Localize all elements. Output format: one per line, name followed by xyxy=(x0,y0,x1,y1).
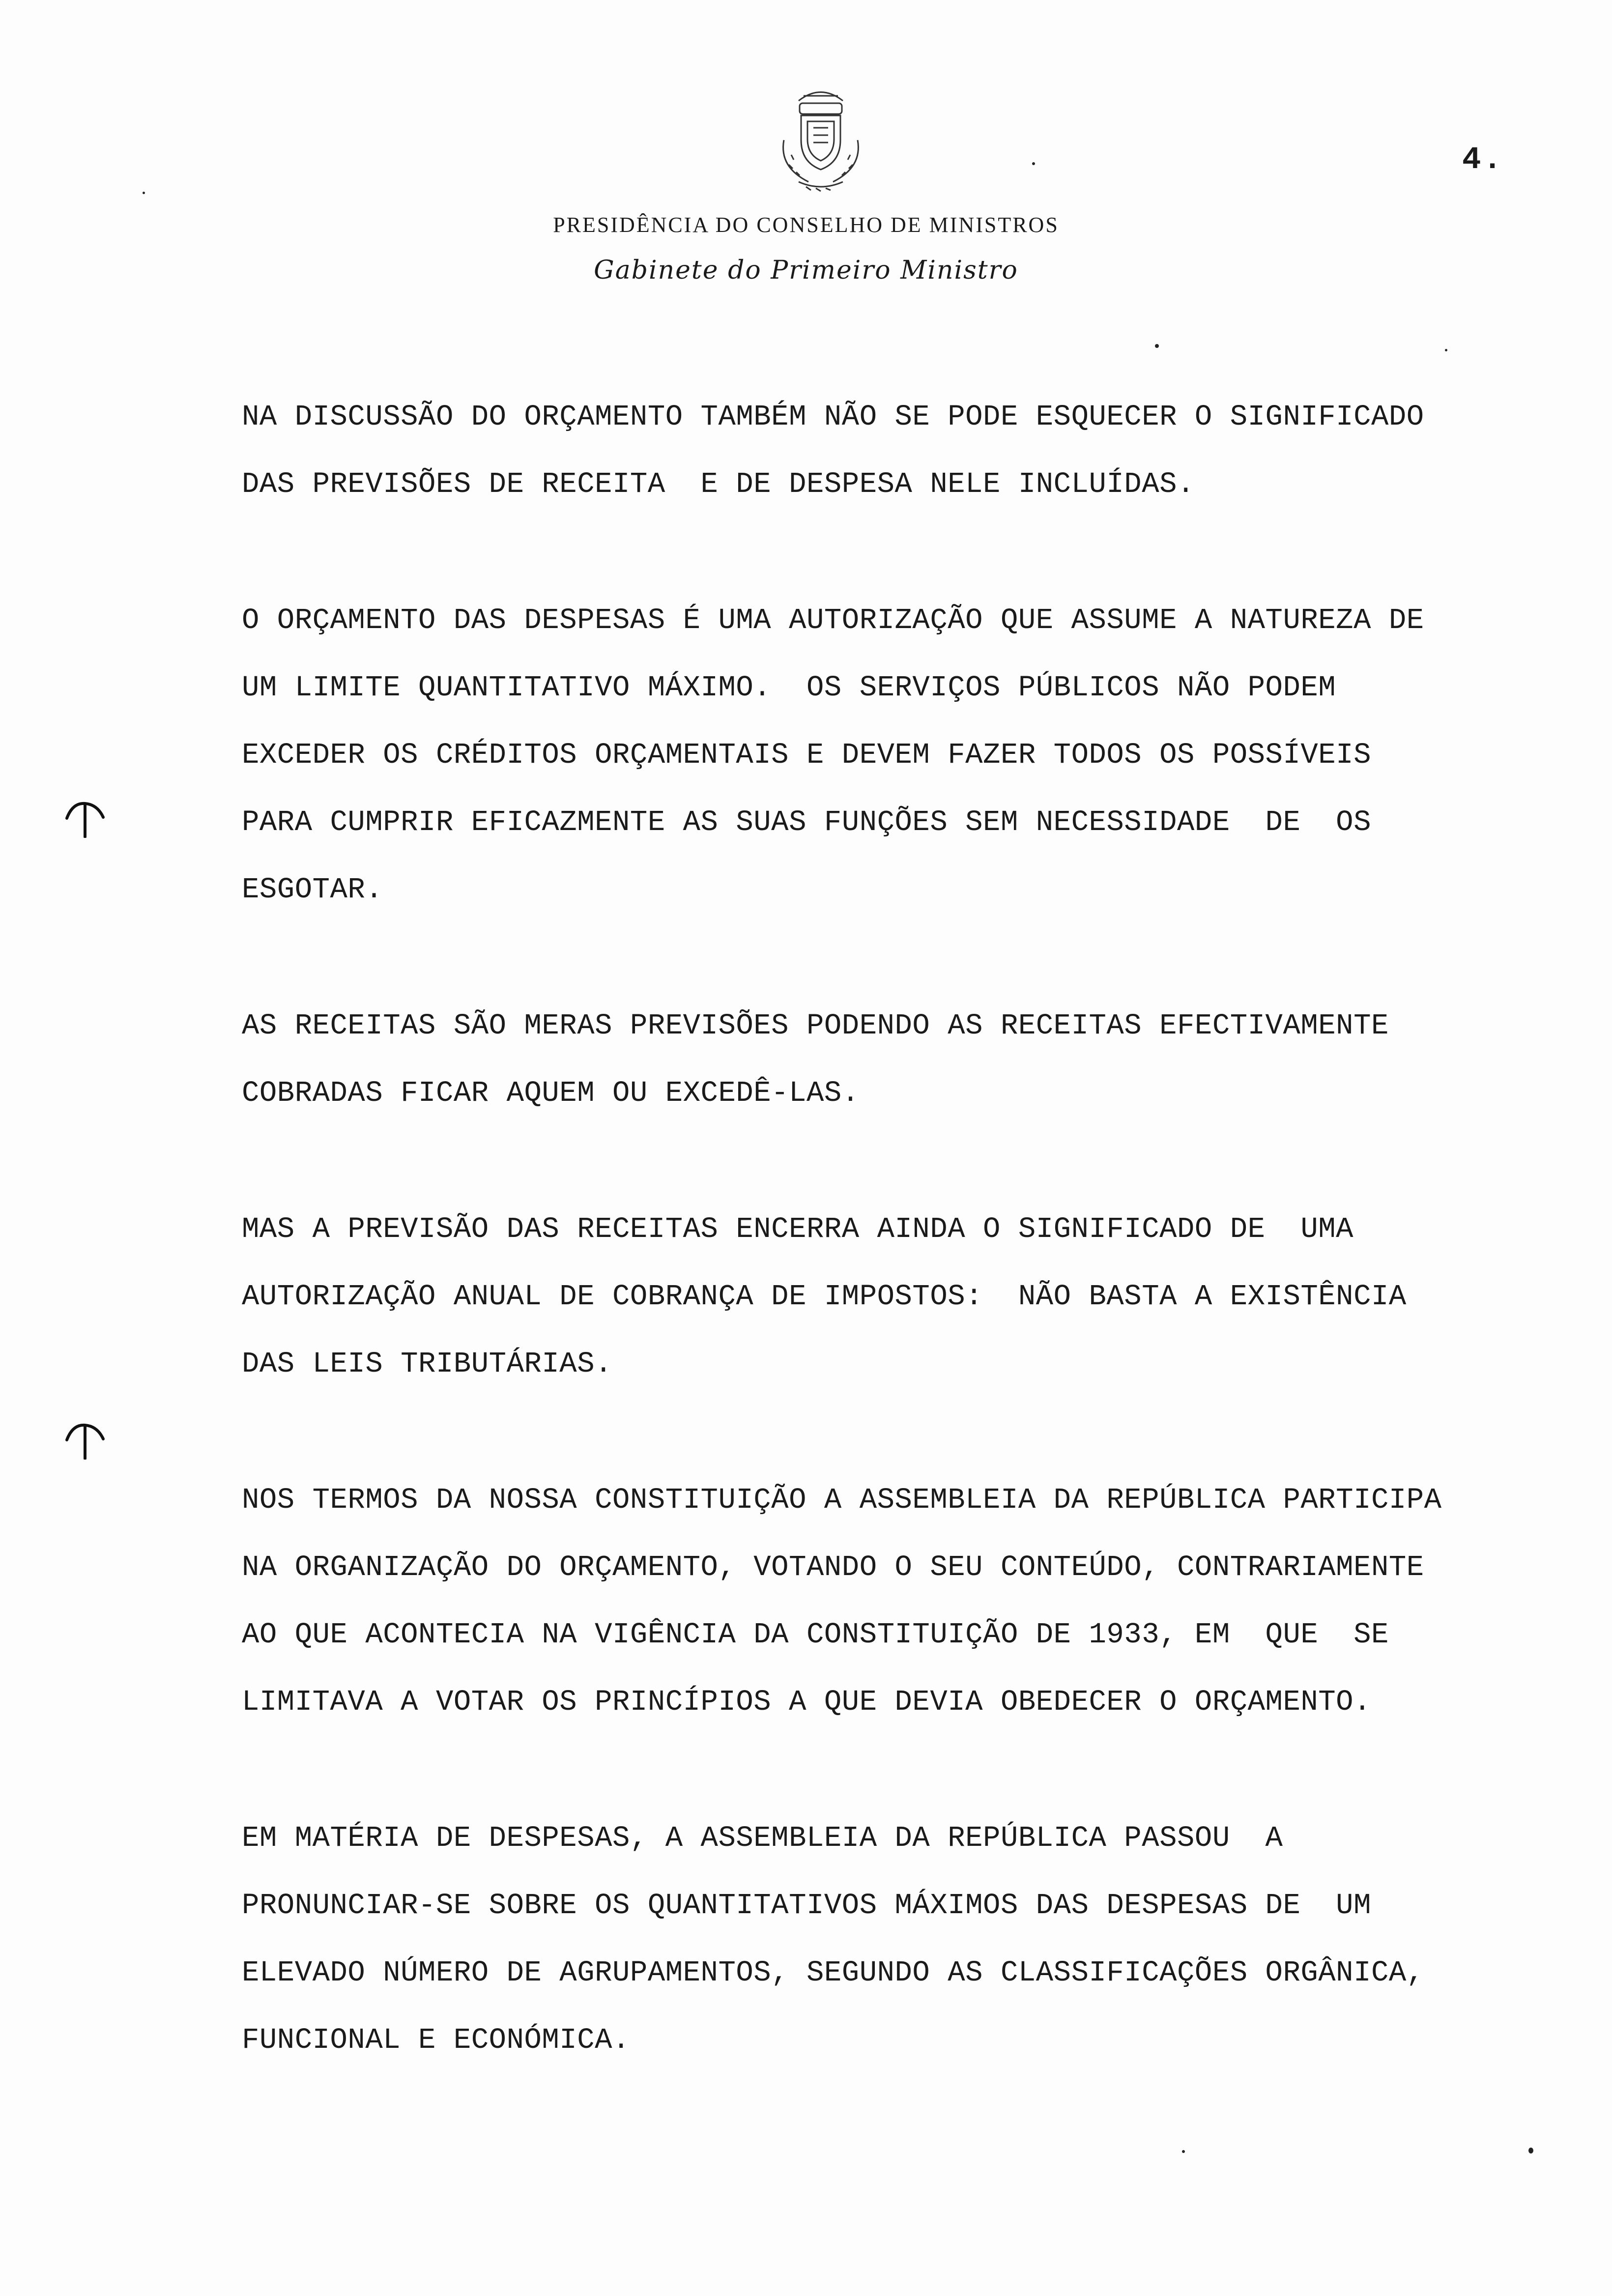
coat-of-arms-icon xyxy=(764,81,877,199)
paragraph xyxy=(242,1805,1598,2074)
scan-speck xyxy=(143,192,145,194)
page-number: 4. xyxy=(1462,143,1504,178)
paragraph xyxy=(242,383,1598,518)
text-line: MAS A PREVISÃO DAS RECEITAS ENCERRA AINDA O SIGNIFICADO DE UMA xyxy=(242,1213,1354,1246)
document-body xyxy=(242,383,1598,2143)
text-line: DAS LEIS TRIBUTÁRIAS. xyxy=(242,1348,613,1380)
text-line: LIMITAVA A VOTAR OS PRINCÍPIOS A QUE DEVIA OBEDECER O ORÇAMENTO. xyxy=(242,1686,1371,1719)
text-line: O ORÇAMENTO DAS DESPESAS É UMA AUTORIZAÇÃO QUE ASSUME A NATUREZA DE xyxy=(242,604,1424,637)
margin-tick-icon xyxy=(63,799,107,838)
margin-tick-icon xyxy=(63,1420,107,1460)
text-line: AS RECEITAS SÃO MERAS PREVISÕES PODENDO AS RECEITAS EFECTIVAMENTE xyxy=(242,1009,1389,1042)
paragraph xyxy=(242,587,1598,923)
text-line: NA DISCUSSÃO DO ORÇAMENTO TAMBÉM NÃO SE PODE ESQUECER O SIGNIFICADO xyxy=(242,401,1424,433)
scan-speck xyxy=(1528,2148,1533,2153)
scan-speck xyxy=(1155,344,1159,348)
text-line: EM MATÉRIA DE DESPESAS, A ASSEMBLEIA DA REPÚBLICA PASSOU A xyxy=(242,1822,1283,1855)
text-line: UM LIMITE QUANTITATIVO MÁXIMO. OS SERVIÇOS PÚBLICOS NÃO PODEM xyxy=(242,671,1336,704)
text-line: AUTORIZAÇÃO ANUAL DE COBRANÇA DE IMPOSTOS: NÃO BASTA A EXISTÊNCIA xyxy=(242,1280,1407,1313)
scan-speck xyxy=(1032,162,1035,165)
scan-speck xyxy=(1445,349,1447,351)
text-line: AO QUE ACONTECIA NA VIGÊNCIA DA CONSTITUIÇÃO DE 1933, EM QUE SE xyxy=(242,1618,1389,1651)
text-line: ELEVADO NÚMERO DE AGRUPAMENTOS, SEGUNDO AS CLASSIFICAÇÕES ORGÂNICA, xyxy=(242,1956,1424,1989)
paragraph xyxy=(242,1196,1598,1398)
scan-speck xyxy=(1182,2150,1185,2153)
text-line: COBRADAS FICAR AQUEM OU EXCEDÊ-LAS. xyxy=(242,1077,860,1110)
letterhead-title: PRESIDÊNCIA DO CONSELHO DE MINISTROS xyxy=(553,213,1059,237)
text-line: DAS PREVISÕES DE RECEITA E DE DESPESA NELE INCLUÍDAS. xyxy=(242,468,1195,501)
text-line: NOS TERMOS DA NOSSA CONSTITUIÇÃO A ASSEMBLEIA DA REPÚBLICA PARTICIPA xyxy=(242,1484,1442,1517)
text-line: FUNCIONAL E ECONÓMICA. xyxy=(242,2024,630,2057)
text-line: EXCEDER OS CRÉDITOS ORÇAMENTAIS E DEVEM FAZER TODOS OS POSSÍVEIS xyxy=(242,739,1371,772)
text-line: PRONUNCIAR-SE SOBRE OS QUANTITATIVOS MÁXIMOS DAS DESPESAS DE UM xyxy=(242,1889,1371,1922)
letterhead-subtitle: Gabinete do Primeiro Ministro xyxy=(594,256,1018,285)
paragraph xyxy=(242,1466,1598,1736)
paragraph xyxy=(242,992,1598,1127)
text-line: PARA CUMPRIR EFICAZMENTE AS SUAS FUNÇÕES SEM NECESSIDADE DE OS xyxy=(242,806,1371,839)
text-line: NA ORGANIZAÇÃO DO ORÇAMENTO, VOTANDO O SEU CONTEÚDO, CONTRARIAMENTE xyxy=(242,1551,1424,1584)
text-line: ESGOTAR. xyxy=(242,873,383,906)
